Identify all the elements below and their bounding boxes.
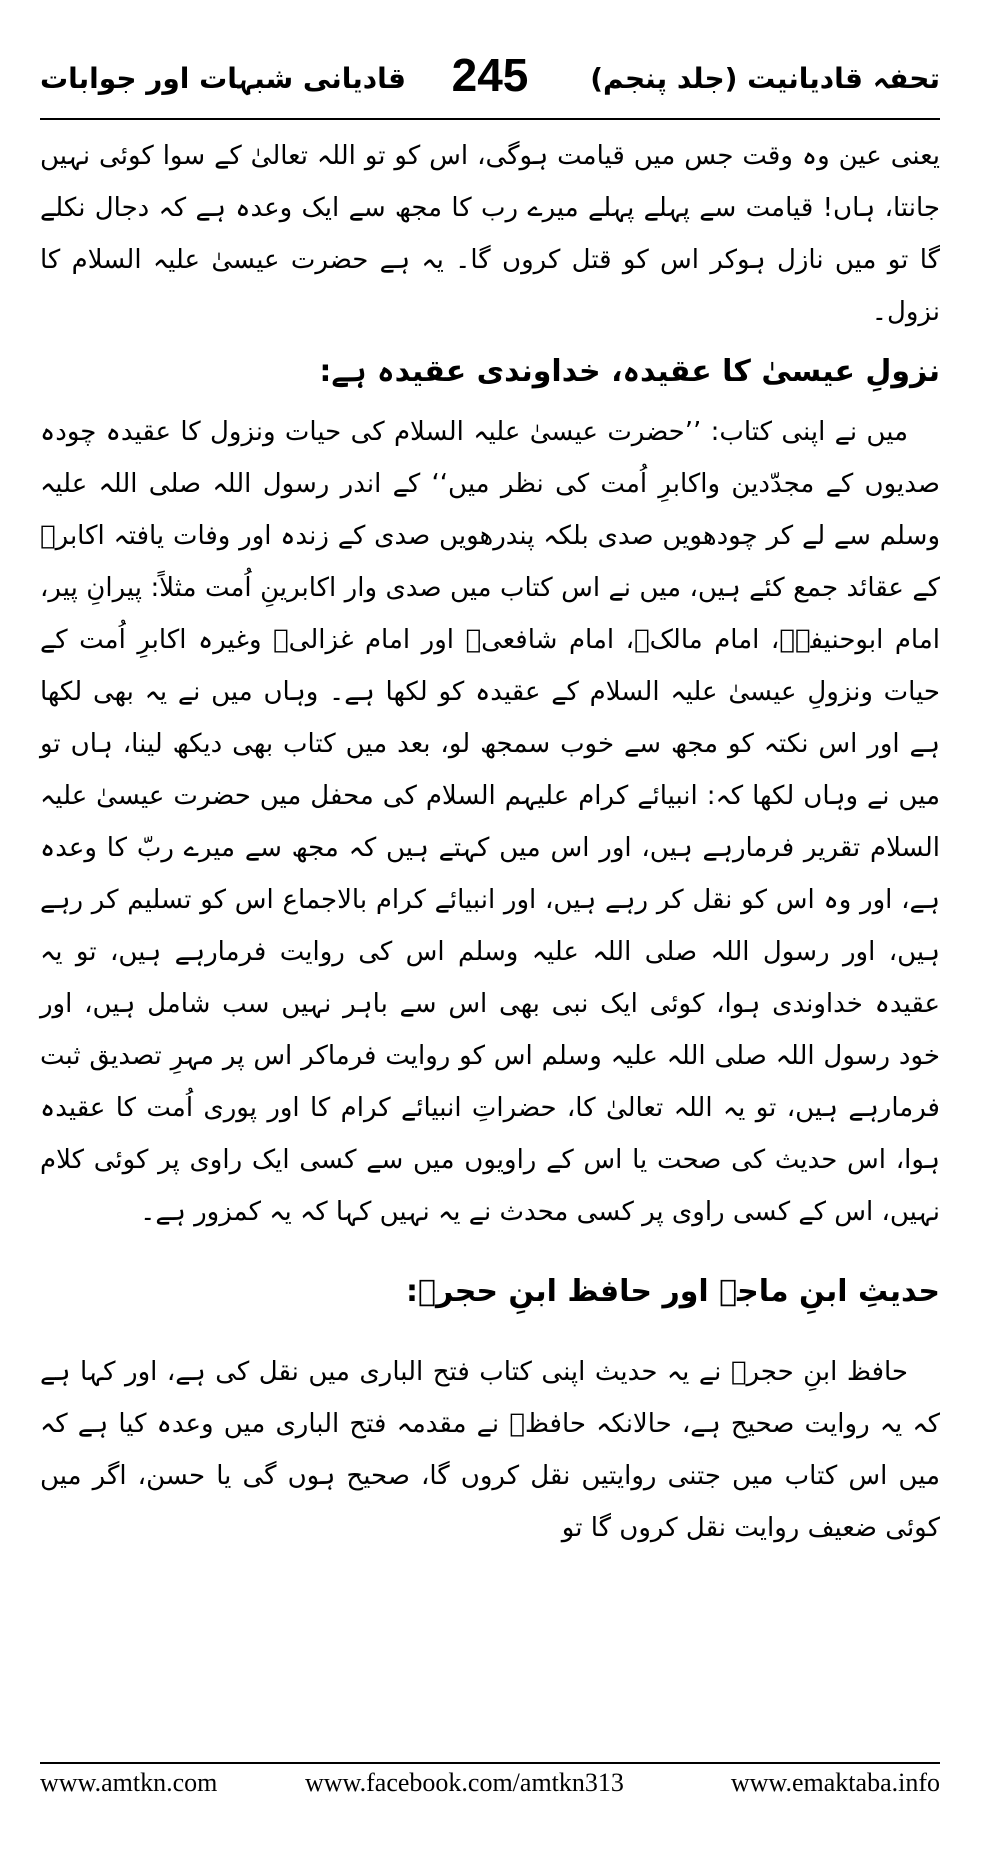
footer-link-facebook[interactable]: www.facebook.com/amtkn313 [305,1768,624,1797]
page-number: 245 [451,49,529,101]
footer-divider [40,1762,940,1764]
spacer [40,1238,940,1258]
heading-nuzool-isa: نزولِ عیسیٰ کا عقیدہ، خداوندی عقیدہ ہے: [319,354,940,389]
book-title: تحفہ قادیانیت (جلد پنجم) [590,62,940,95]
page-body [40,130,940,1554]
section-title: قادیانی شبہات اور جوابات [40,62,406,95]
header-divider [40,118,940,120]
page-footer [40,1768,940,1808]
footer-link-amtkn[interactable]: www.amtkn.com [40,1768,218,1797]
paragraph-3: حافظ ابنِ حجرؒ نے یہ حدیث اپنی کتاب فتح الباری میں نقل کی ہے، اور کہا ہے کہ یہ روایت صحیح ہے، حالانکہ حافظؒ نے مقدمہ فتح الباری میں وعدہ کیا ہے کہ میں اس کتاب میں جتنی روایتیں نقل کروں گا، صحیح ہوں گی یا حسن، اگر میں کوئی ضعیف روایت نقل کروں گا تو [40,1357,940,1543]
spacer [40,1326,940,1346]
paragraph-1: یعنی عین وہ وقت جس میں قیامت ہوگی، اس کو تو اللہ تعالیٰ کے سوا کوئی نہیں جانتا، ہاں! قیامت سے پہلے پہلے میرے رب کا مجھ سے ایک وعدہ ہے کہ دجال نکلے گا تو میں نازل ہوکر اس کو قتل کروں گا۔ یہ ہے حضرت عیسیٰ علیہ السلام کا نزول۔ [40,141,940,327]
paragraph-2: میں نے اپنی کتاب: ’’حضرت عیسیٰ علیہ السلام کی حیات ونزول کا عقیدہ چودہ صدیوں کے مجدّدین واکابرِ اُمت کی نظر میں‘‘ کے اندر رسول اللہ صلی اللہ علیہ وسلم سے لے کر چودھویں صدی بلکہ پندرھویں صدی کے زندہ اور وفات یافتہ اکابرؒ کے عقائد جمع کئے ہیں، میں نے اس کتاب میں صدی وار اکابرینِ اُمت مثلاً: پیرانِ پیر، امام ابوحنیفہؒ، امام مالکؒ، امام شافعیؒ اور امام غزالیؒ وغیرہ اکابرِ اُمت کے حیات ونزولِ عیسیٰ علیہ السلام کے عقیدہ کو لکھا ہے۔ وہاں میں نے یہ بھی لکھا ہے اور اس نکتہ کو مجھ سے خوب سمجھ لو، بعد میں کتاب بھی دیکھ لینا، ہاں تو میں نے وہاں لکھا کہ: انبیائے کرام علیہم السلام کی محفل میں حضرت عیسیٰ علیہ السلام تقریر فرمارہے ہیں، اور اس میں کہتے ہیں کہ مجھ سے میرے ربّ کا وعدہ ہے، اور وہ اس کو نقل کر رہے ہیں، اور انبیائے کرام بالاجماع اس کو تسلیم کر رہے ہیں، اور رسول اللہ صلی اللہ علیہ وسلم اس کی روایت فرمارہے ہیں، تو یہ عقیدہ خداوندی ہوا، کوئی ایک نبی بھی اس سے باہر نہیں سب شامل ہیں، اور خود رسول اللہ صلی اللہ علیہ وسلم اس کو روایت فرماکر اس پر مہرِ تصدیق ثبت فرمارہے ہیں، تو یہ اللہ تعالیٰ کا، حضراتِ انبیائے کرام کا اور پوری اُمت کا عقیدہ ہوا، اس حدیث کی صحت یا اس کے راویوں میں سے کسی ایک راوی پر کوئی کلام نہیں، اس کے کسی راوی پر کسی محدث نے یہ نہیں کہا کہ یہ کمزور ہے۔ [40,417,940,1227]
footer-link-emaktaba[interactable]: www.emaktaba.info [730,1768,940,1797]
page-header [40,49,940,116]
heading-ibn-majah: حدیثِ ابنِ ماجہ اور حافظ ابنِ حجرؒ: [406,1274,940,1309]
